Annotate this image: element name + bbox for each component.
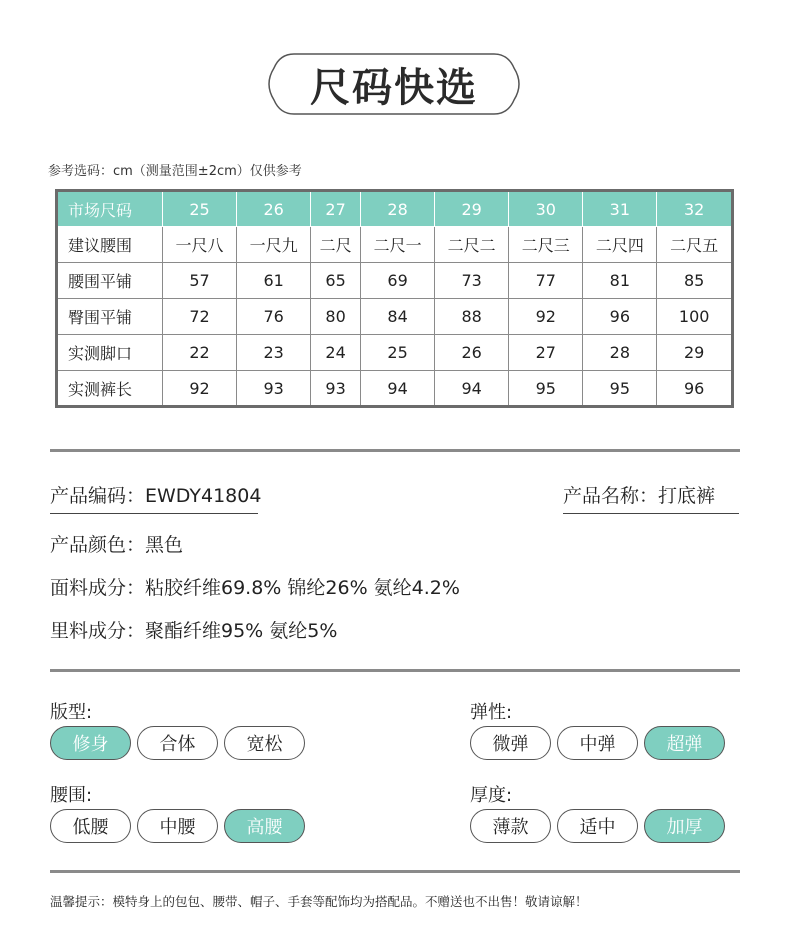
divider (50, 669, 740, 672)
product-name: 产品名称：打底裤 (563, 485, 716, 507)
fit-option-loose[interactable]: 宽松 (224, 726, 305, 760)
table-cell: 85 (657, 263, 733, 299)
table-cell: 二尺一 (361, 227, 435, 263)
table-cell: 72 (163, 299, 237, 335)
table-cell: 24 (311, 335, 361, 371)
row-label: 实测脚口 (57, 335, 163, 371)
table-cell: 93 (311, 371, 361, 407)
waist-option-low[interactable]: 低腰 (50, 809, 131, 843)
size-cell: 30 (509, 191, 583, 227)
table-cell: 84 (361, 299, 435, 335)
size-cell: 32 (657, 191, 733, 227)
table-header-row (57, 191, 733, 227)
product-fabric: 面料成分：粘胶纤维69.8% 锦纶26% 氨纶4.2% (50, 577, 460, 599)
table-cell: 61 (237, 263, 311, 299)
table-cell: 一尺九 (237, 227, 311, 263)
fit-option-slim[interactable]: 修身 (50, 726, 131, 760)
table-cell: 25 (361, 335, 435, 371)
elasticity-option-super[interactable]: 超弹 (644, 726, 725, 760)
table-cell: 一尺八 (163, 227, 237, 263)
table-cell: 26 (435, 335, 509, 371)
table-header-label: 市场尺码 (57, 191, 163, 227)
table-cell: 69 (361, 263, 435, 299)
size-cell: 28 (361, 191, 435, 227)
table-cell: 96 (657, 371, 733, 407)
row-label: 腰围平铺 (57, 263, 163, 299)
row-label: 建议腰围 (57, 227, 163, 263)
table-cell: 96 (583, 299, 657, 335)
thickness-option-thin[interactable]: 薄款 (470, 809, 551, 843)
table-cell: 77 (509, 263, 583, 299)
table-cell: 二尺 (311, 227, 361, 263)
table-cell: 27 (509, 335, 583, 371)
size-cell: 29 (435, 191, 509, 227)
table-cell: 93 (237, 371, 311, 407)
table-cell: 88 (435, 299, 509, 335)
table-cell: 76 (237, 299, 311, 335)
table-cell: 80 (311, 299, 361, 335)
table-cell: 二尺二 (435, 227, 509, 263)
product-code: 产品编码：EWDY41804 (50, 485, 262, 507)
row-label: 臀围平铺 (57, 299, 163, 335)
thickness-label: 厚度: (470, 785, 513, 806)
size-cell: 27 (311, 191, 361, 227)
table-cell: 92 (163, 371, 237, 407)
table-cell: 65 (311, 263, 361, 299)
divider (50, 870, 740, 873)
thickness-option-thick[interactable]: 加厚 (644, 809, 725, 843)
table-cell: 二尺四 (583, 227, 657, 263)
table-cell: 81 (583, 263, 657, 299)
divider (50, 449, 740, 452)
thickness-option-moderate[interactable]: 适中 (557, 809, 638, 843)
table-cell: 23 (237, 335, 311, 371)
table-cell: 92 (509, 299, 583, 335)
table-row (57, 335, 733, 371)
table-cell: 二尺五 (657, 227, 733, 263)
size-cell: 31 (583, 191, 657, 227)
elasticity-label: 弹性: (470, 702, 513, 723)
product-color: 产品颜色：黑色 (50, 534, 184, 556)
reference-note: 参考选码：cm（测量范围±2cm）仅供参考 (48, 164, 302, 179)
table-cell: 29 (657, 335, 733, 371)
waist-option-mid[interactable]: 中腰 (137, 809, 218, 843)
table-cell: 28 (583, 335, 657, 371)
table-cell: 22 (163, 335, 237, 371)
fit-label: 版型: (50, 702, 93, 723)
elasticity-option-medium[interactable]: 中弹 (557, 726, 638, 760)
waist-label: 腰围: (50, 785, 93, 806)
table-row (57, 299, 733, 335)
product-lining: 里料成分：聚酯纤维95% 氨纶5% (50, 620, 338, 642)
elasticity-option-slight[interactable]: 微弹 (470, 726, 551, 760)
size-table (55, 189, 734, 408)
table-cell: 57 (163, 263, 237, 299)
table-cell: 95 (509, 371, 583, 407)
table-row (57, 263, 733, 299)
table-row (57, 371, 733, 407)
table-cell: 二尺三 (509, 227, 583, 263)
title-banner (262, 52, 526, 116)
table-cell: 94 (435, 371, 509, 407)
product-name-underline (563, 513, 739, 514)
table-cell: 73 (435, 263, 509, 299)
table-cell: 95 (583, 371, 657, 407)
table-cell: 94 (361, 371, 435, 407)
row-label: 实测裤长 (57, 371, 163, 407)
fit-option-regular[interactable]: 合体 (137, 726, 218, 760)
page-title: 尺码快选 (310, 64, 478, 111)
table-cell: 100 (657, 299, 733, 335)
size-cell: 25 (163, 191, 237, 227)
footer-note: 温馨提示：模特身上的包包、腰带、帽子、手套等配饰均为搭配品。不赠送也不出售！敬请谅解！ (50, 894, 588, 909)
size-cell: 26 (237, 191, 311, 227)
waist-option-high[interactable]: 高腰 (224, 809, 305, 843)
product-code-underline (50, 513, 258, 514)
table-row (57, 227, 733, 263)
